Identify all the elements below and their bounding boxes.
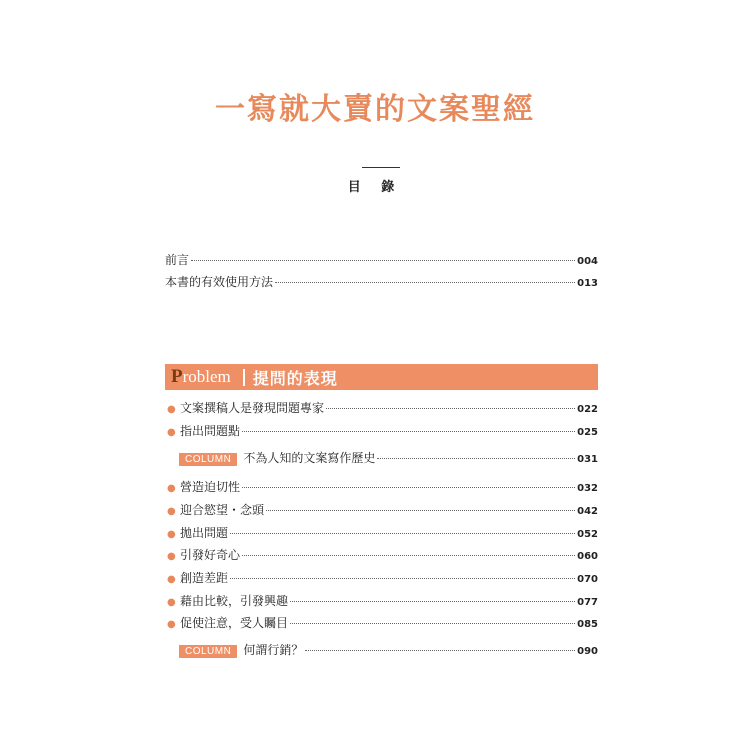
bullet-icon: ● — [167, 404, 176, 415]
dot-leader — [242, 487, 575, 488]
bullet-icon: ● — [167, 506, 176, 517]
bullet-icon: ● — [167, 483, 176, 494]
book-title: 一寫就大賣的文案聖經 — [215, 92, 535, 127]
dot-leader — [305, 650, 575, 651]
toc-entry[interactable] — [167, 546, 598, 564]
entry-page: 042 — [577, 506, 598, 517]
dot-leader — [230, 578, 575, 579]
section-initial: P — [171, 366, 183, 387]
dot-leader — [242, 431, 575, 432]
toc-entry[interactable] — [167, 422, 598, 440]
entry-page: 085 — [577, 619, 598, 630]
entry-label: 文案撰稿人是發現問題專家 — [180, 401, 325, 415]
toc-entry[interactable] — [167, 524, 598, 542]
entry-page: 025 — [577, 427, 598, 438]
entry-page: 022 — [577, 404, 598, 415]
dot-leader — [290, 601, 575, 602]
entry-label: 不為人知的文案寫作歷史 — [243, 451, 376, 465]
entry-page: 052 — [577, 529, 598, 540]
toc-divider — [362, 167, 400, 168]
toc-entry[interactable] — [167, 614, 598, 632]
entry-page: 031 — [577, 454, 598, 465]
toc-entry[interactable] — [165, 251, 598, 269]
entry-label: 拋出問題 — [180, 526, 229, 540]
entry-page: 013 — [577, 278, 598, 289]
section-banner — [165, 364, 598, 390]
toc-heading: 目 錄 — [347, 180, 403, 195]
section-chinese-title: 提問的表現 — [252, 368, 338, 388]
section-english-title — [171, 366, 231, 388]
entry-label: 營造迫切性 — [180, 480, 241, 494]
dot-leader — [275, 282, 575, 283]
toc-entry[interactable] — [167, 478, 598, 496]
toc-entry[interactable] — [167, 592, 598, 610]
toc-column-entry[interactable] — [179, 449, 598, 467]
toc-entry[interactable] — [165, 273, 598, 291]
dot-leader — [326, 408, 575, 409]
bullet-icon: ● — [167, 551, 176, 562]
column-tag: COLUMN — [179, 453, 237, 466]
bullet-icon: ● — [167, 574, 176, 585]
bullet-icon: ● — [167, 619, 176, 630]
dot-leader — [266, 510, 575, 511]
dot-leader — [191, 260, 575, 261]
entry-label: 引發好奇心 — [180, 548, 241, 562]
dot-leader — [230, 533, 575, 534]
entry-page: 077 — [577, 597, 598, 608]
bullet-icon: ● — [167, 529, 176, 540]
entry-label: 本書的有效使用方法 — [165, 275, 274, 289]
section-separator — [243, 369, 245, 386]
entry-label: 藉由比較，引發興趣 — [180, 594, 289, 608]
bullet-icon: ● — [167, 427, 176, 438]
entry-page: 090 — [577, 646, 598, 657]
dot-leader — [242, 555, 575, 556]
bullet-icon: ● — [167, 597, 176, 608]
toc-entry[interactable] — [167, 399, 598, 417]
toc-entry[interactable] — [167, 501, 598, 519]
toc-column-entry[interactable] — [179, 641, 598, 659]
entry-page: 060 — [577, 551, 598, 562]
entry-label: 創造差距 — [180, 571, 229, 585]
toc-entry[interactable] — [167, 569, 598, 587]
entry-label: 前言 — [165, 253, 190, 267]
dot-leader — [377, 458, 575, 459]
column-tag: COLUMN — [179, 645, 237, 658]
entry-page: 032 — [577, 483, 598, 494]
entry-label: 促使注意，受人矚目 — [180, 616, 289, 630]
entry-label: 迎合慾望・念頭 — [180, 503, 265, 517]
section-english-rest: roblem — [182, 367, 231, 386]
entry-page: 004 — [577, 256, 598, 267]
entry-label: 何謂行銷？ — [243, 643, 304, 657]
entry-label: 指出問題點 — [180, 424, 241, 438]
dot-leader — [290, 623, 575, 624]
entry-page: 070 — [577, 574, 598, 585]
